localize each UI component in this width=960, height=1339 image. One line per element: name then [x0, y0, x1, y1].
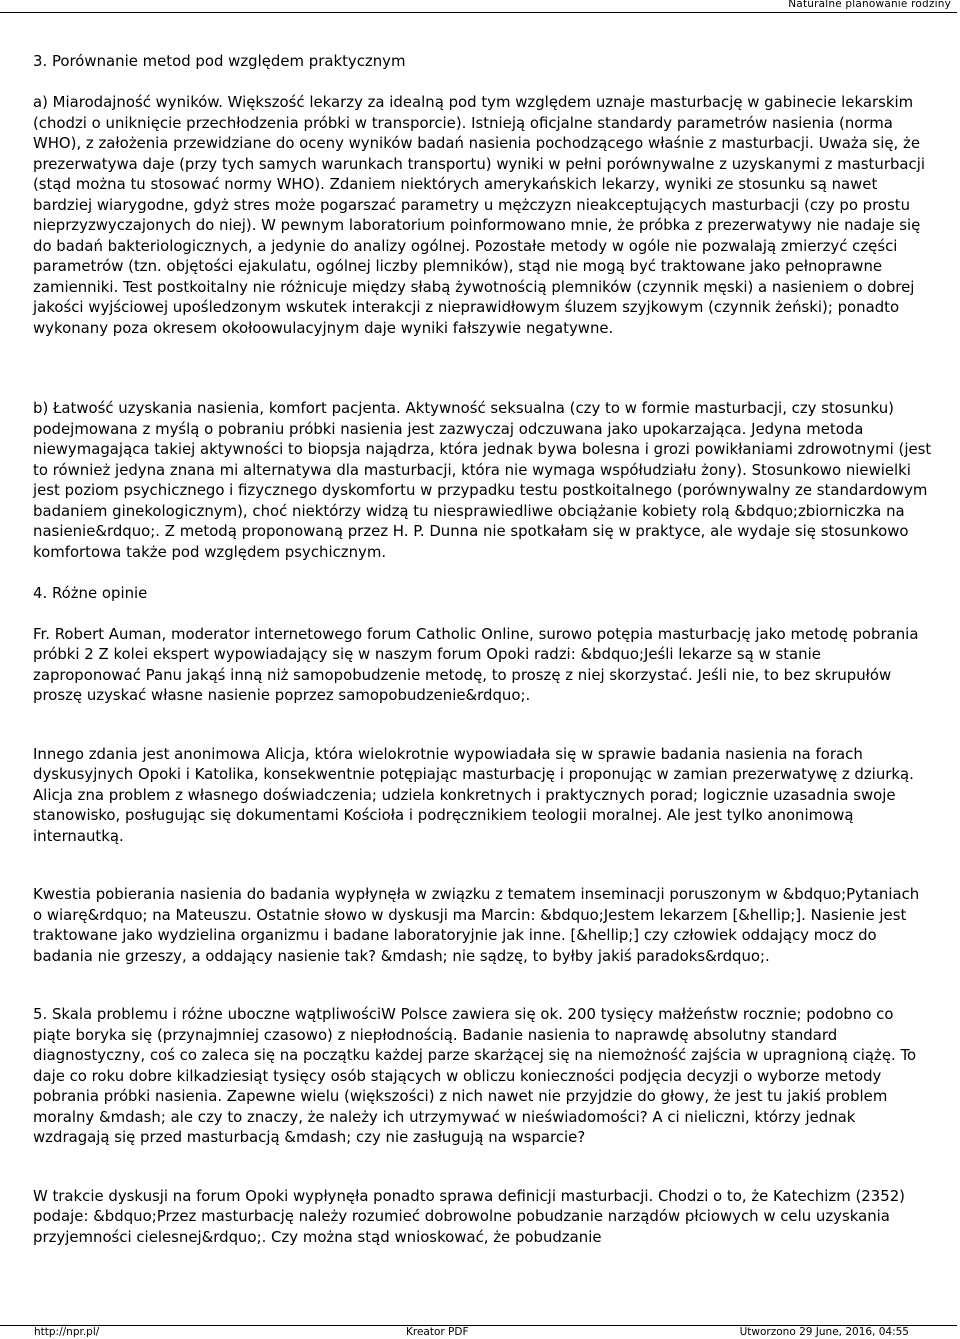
footer-generator: Kreator PDF: [406, 1326, 469, 1338]
section-4-heading: 4. Różne opinie: [33, 583, 148, 602]
page-footer: [0, 1325, 957, 1339]
paragraph-definition: W trakcie dyskusji na forum Opoki wypłynęła ponadto sprawa definicji masturbacji. Chodzi o to, że Katechizm (2352) podaje: &bdquo;Przez masturbację należy rozumieć dobrowolne pobudzanie narządów płciowych w celu uzyskania przyjemności cielesnej&rdquo;. Czy można stąd wnioskować, że pobudzanie: [33, 1186, 905, 1246]
header-title: Naturalne planowanie rodziny: [788, 0, 951, 10]
page-header: [0, 0, 957, 13]
footer-url: http://npr.pl/: [34, 1326, 100, 1338]
section-3-heading: 3. Porównanie metod pod względem praktycznym: [33, 52, 406, 70]
paragraph-reliability: a) Miarodajność wyników. Większość lekarzy za idealną pod tym względem uznaje masturbację w gabinecie lekarskim (chodzi o uniknięcie przechłodzenia próbki w transporcie). Istnieją oficjalne standardy parametrów nasienia (norma WHO), z założenia przewidziane do oceny wyników badań nasienia pochodzącego właśnie z masturbacji. Uważa się, że prezerwatywa daje (przy tych samych warunkach transportu) wyniki w pełni porównywalne z uzyskanymi z masturbacji (stąd można tu stosować normy WHO). Zdaniem niektórych amerykańskich lekarzy, wyniki ze stosunku są nawet bardziej wiarygodne, gdyż stres może pogarszać parametry u mężczyzn nieakceptujących masturbacji (czy po prostu nieprzyzwyczajonych do niej). W pewnym laboratorium poinformowano mnie, że próbka z prezerwatywy nie nadaje się do badań bakteriologicznych, a jedynie do analizy ogólnej. Pozostałe metody w ogóle nie pozwalają zmierzyć części parametrów (tzn. objętości ejakulatu, ogólnej liczby plemników), stąd nie mogą być traktowane jako pełnoprawne zamienniki. Test postkoitalny nie różnicuje między słabą żywotnością plemników (czynnik męski) a nasieniem o dobrej jakości wyjściowej upośledzonym wskutek interakcji z nieprawidłowym śluzem szyjkowym (czynnik żeński); ponadto wykonany poza okresem okołoowulacyjnym daje wyniki fałszywie negatywne.: [33, 93, 925, 337]
paragraph-alicja-opinion: Innego zdania jest anonimowa Alicja, która wielokrotnie wypowiadała się w sprawie badania nasienia na forach dyskusyjnych Opoki i Katolika, konsekwentnie potępiając masturbację i proponując w zamian prezerwatywę z dziurką. Alicja zna problem z własnego doświadczenia; udziela konkretnych i praktycznych porad; logicznie uzasadnia swoje stanowisko, posługując się dokumentami Kościoła i podręcznikiem teologii moralnej. Ale jest tylko anonimową internautką.: [33, 744, 914, 845]
paragraph-ease-comfort: b) Łatwość uzyskania nasienia, komfort pacjenta. Aktywność seksualna (czy to w formie masturbacji, czy stosunku) podejmowana z myślą o pobraniu próbki nasienia jest zazwyczaj odczuwana jako upokarzająca. Jedyna metoda niewymagająca takiej aktywności to biopsja najądrza, która jednak bywa bolesna i grozi powikłaniami zdrowotnymi (jest to również jedyna znana mi alternatywa dla masturbacji, która nie wymaga współudziału żony). Stosunkowo niewielki jest poziom psychicznego i fizycznego dyskomfortu w przypadku testu postkoitalnego (porównywalny ze standardowym badaniem ginekologicznym), choć niektórzy widzą tu niesprawiedliwe obciążanie kobiety rolą &bdquo;zbiorniczka na nasienie&rdquo;. Z metodą proponowaną przez H. P. Dunna nie spotkałam się w praktyce, ale wydaje się stosunkowo komfortowa także pod względem psychicznym.: [33, 399, 932, 561]
article-body: [33, 51, 933, 1247]
paragraph-mateusz-discussion: Kwestia pobierania nasienia do badania wypłynęła w związku z tematem inseminacji poruszonym w &bdquo;Pytaniach o wiarę&rdquo; na Mateuszu. Ostatnie słowo w dyskusji ma Marcin: &bdquo;Jestem lekarzem [&hellip;]. Nasienie jest traktowane jako wydzielina organizmu i badane laboratoryjnie jak inne. [&hellip;] czy człowiek oddający mocz do badania nie grzeszy, a oddający nasienie tak? &mdash; nie sądzę, to byłby jakiś paradoks&rdquo;.: [33, 885, 920, 965]
footer-created-date: Utworzono 29 June, 2016, 04:55: [739, 1326, 909, 1338]
paragraph-section-5-scale: 5. Skala problemu i różne uboczne wątpliwościW Polsce zawiera się ok. 200 tysięcy małżeństw rocznie; podobno co piąte boryka się (przynajmniej czasowo) z niepłodnością. Badanie nasienia to naprawdę absolutny standard diagnostyczny, coś co zaleca się na początku każdej parze skarżącej się na niemożność zajścia w upragnioną ciążę. To daje co roku dobre kilkadziesiąt tysięcy osób stających w obliczu konieczności podjęcia decyzji o wyborze metody pobrania próbki nasienia. Zapewne wielu (większości) z nich nawet nie przyjdzie do głowy, że jest tu jakiś problem moralny &mdash; ale czy to znaczy, że należy ich utrzymywać w nieświadomości? A ci nieliczni, którzy jednak wzdragają się przed masturbacją &mdash; czy nie zasługują na wsparcie?: [33, 1005, 917, 1146]
paragraph-auman-opinion: Fr. Robert Auman, moderator internetowego forum Catholic Online, surowo potępia masturbację jako metodę pobrania próbki 2 Z kolei ekspert wypowiadający się w naszym forum Opoki radzi: &bdquo;Jeśli lekarze są w stanie zaproponować Panu jakąś inną niż samopobudzenie metodę, to proszę z niej skorzystać. Jeśli nie, to bez skrupułów proszę uzyskać własne nasienie poprzez samopobudzenie&rdquo;.: [33, 624, 919, 704]
